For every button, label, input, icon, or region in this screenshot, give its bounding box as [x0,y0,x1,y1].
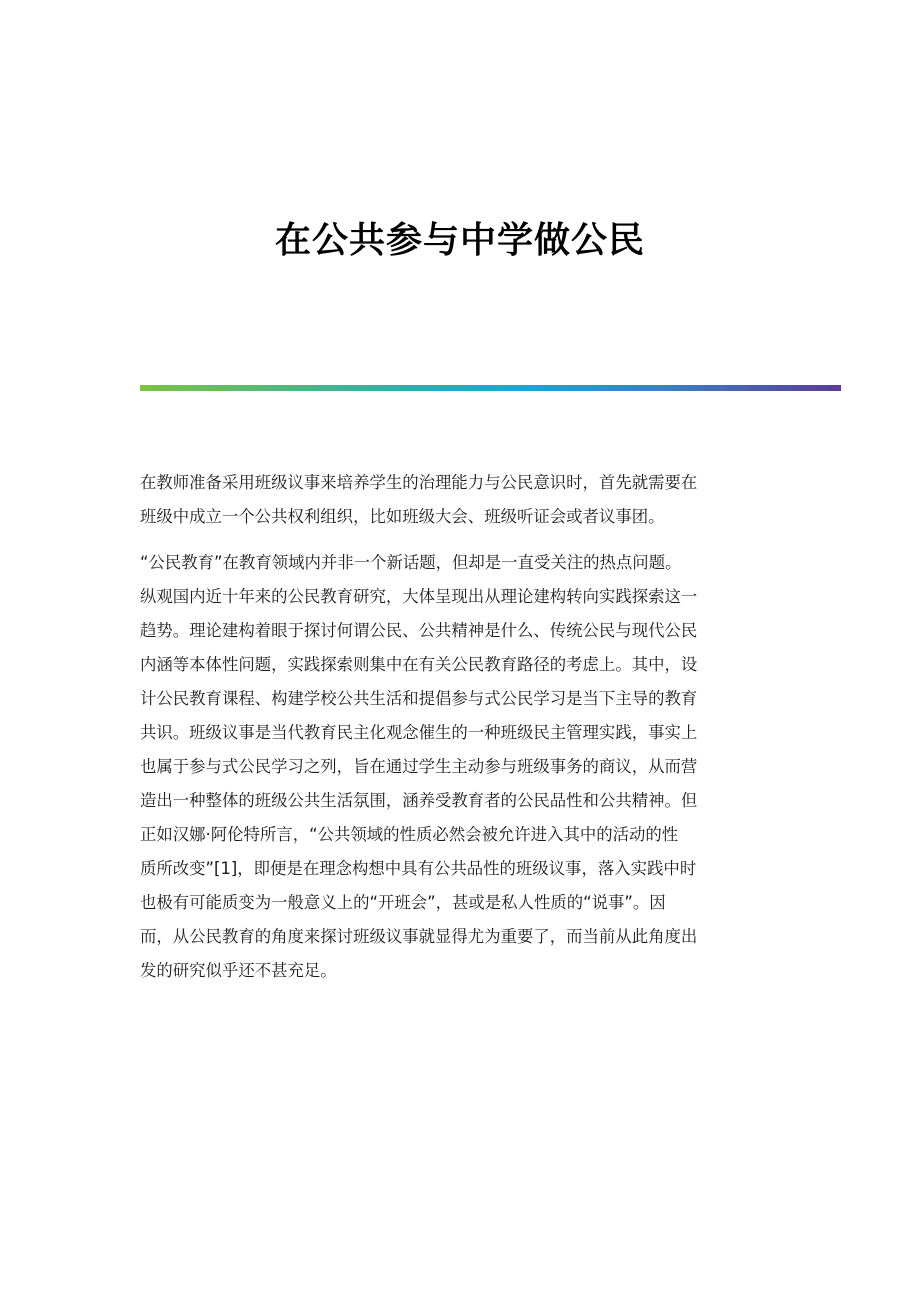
paragraph-spacer [140,534,780,546]
text-line: 也极有可能质变为一般意义上的“开班会”，甚或是私人性质的“说事”。因 [140,893,666,912]
article-body [140,466,780,988]
text-line: 而，从公民教育的角度来探讨班级议事就显得尤为重要了，而当前从此角度出 [140,927,698,946]
text-line: 计公民教育课程、构建学校公共生活和提倡参与式公民学习是当下主导的教育 [140,689,698,708]
text-line: “公民教育”在教育领域内并非一个新话题，但却是一直受关注的热点问题。 [140,553,682,572]
gradient-divider [140,385,841,391]
text-line: 在教师准备采用班级议事来培养学生的治理能力与公民意识时，首先就需要在 [140,473,698,492]
text-line: 质所改变”[1]，即便是在理念构想中具有公共品性的班级议事，落入实践中时 [140,859,697,878]
text-line: 内涵等本体性问题，实践探索则集中在有关公民教育路径的考虑上。其中，设 [140,655,698,674]
paragraph [140,546,780,988]
paragraph [140,466,780,534]
text-line: 也属于参与式公民学习之列，旨在通过学生主动参与班级事务的商议，从而营 [140,757,698,776]
text-line: 发的研究似乎还不甚充足。 [140,961,337,980]
text-line: 班级中成立一个公共权利组织，比如班级大会、班级听证会或者议事团。 [140,507,665,526]
page-title: 在公共参与中学做公民 [274,219,645,261]
text-line: 正如汉娜·阿伦特所言，“公共领域的性质必然会被允许进入其中的活动的性 [140,825,679,844]
text-line: 趋势。理论建构着眼于探讨何谓公民、公共精神是什么、传统公民与现代公民 [140,621,698,640]
text-line: 纵观国内近十年来的公民教育研究，大体呈现出从理论建构转向实践探索这一 [140,587,698,606]
text-line: 造出一种整体的班级公共生活氛围，涵养受教育者的公民品性和公共精神。但 [140,791,698,810]
text-line: 共识。班级议事是当代教育民主化观念催生的一种班级民主管理实践，事实上 [140,723,698,742]
